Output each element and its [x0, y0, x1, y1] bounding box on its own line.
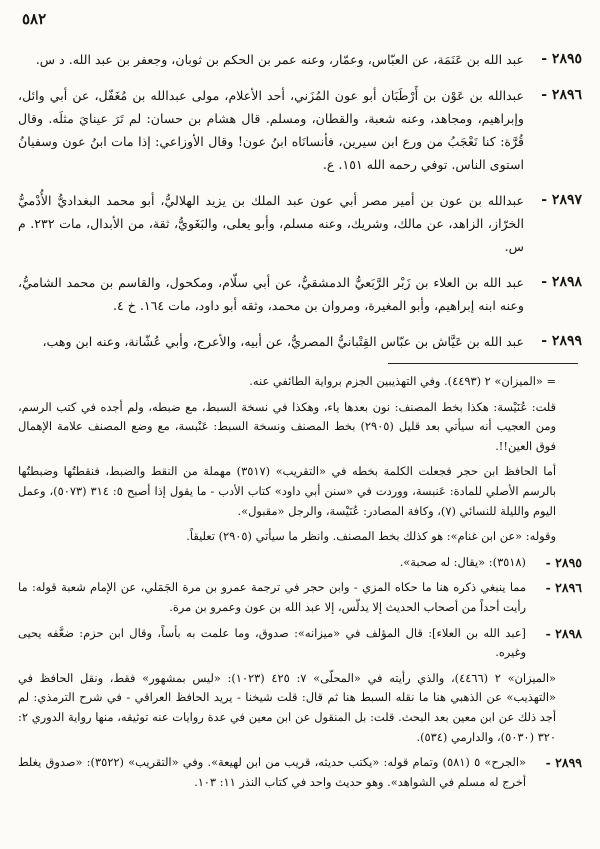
footnote-text: = «الميزان» ٢ (٤٤٩٣). وفي التهذيبين الجزم برواية الطائفي عنه.	[249, 374, 556, 388]
footnote	[18, 578, 582, 617]
footnote-divider	[388, 363, 578, 364]
entry-number: ٢٨٩٩ -	[541, 333, 582, 349]
footnote-text: وقوله: «عن ابن غنام»: هو كذلك بخط المصنف. وانظر ما سيأتي (٢٩٠٥) تعليقاً.	[186, 529, 556, 544]
main-entries	[18, 48, 582, 366]
footnote	[18, 753, 582, 792]
entry-number: ٢٨٩٧ -	[541, 192, 582, 208]
footnote	[18, 624, 582, 663]
entry	[18, 48, 582, 71]
entry-text: عبد الله بن عَنَمَة، عن العبّاس، وعمّار، وعنه عمر بن الحكم بن ثوبان، وجعفر بن عبد الله. د س.	[35, 52, 524, 67]
footnote-text: أما الحافظ ابن حجر فجعلت الكلمة بخطه في «التقريب» (٣٥١٧) مهملة من النقط والضبط، فنقطتُها وضبطتُها بالرسم الأصلي للمادة: عَنبسة، ووردت في «سنن أبي داود» كتاب الأدب - ما يقول إذا أصبح ٥: ٣١٤ (٥٠٧٣)، وعمل اليوم والليلة للنسائي (٧)، وكافة المصادر: عُنَيْسة، والرجل «مقبول».	[18, 464, 556, 518]
footnote-text: [عبد الله بن العلاء]: قال المؤلف في «ميزانه»: صدوق، وما علمت به بأساً، وقال ابن حزم: ضعَّفه يحيى وغيره.	[18, 625, 526, 660]
entry-text: عبدالله بن عون بن أمير مصر أبي عون عبد الملك بن يزيد الهلاليُّ، أبو محمد البغداديُّ الأُدْميُّ الخرّاز، الزاهد، عن مالك، وشريك، وعنه مسلم، وأبو يعلى، والبَغَويُّ، ثقة، من الأبدال، مات ٢٣٢. م س.	[18, 193, 524, 254]
footnote-text: «الميزان» ٢ (٤٤٦٦)، والذي رأيته في «المحلّى» ٧: ٤٢٥ (١٠٢٣): «ليس بمشهور» فقط، ونقل الحافظ في «التهذيب» عن الذهبي هنا ما نقله السبط هنا ثم قال: قلت شيخنا - يريد الحافظ العراقي - في شرح الترمذي: لم أجد ذلك عن ابن معين بعد البحث. قلت: بل المنقول عن ابن معين في عدة روايات عنه توثيقه، منها رواية الدوري ٢: ٣٢٠ (٥٠٣٠)، والدارمي (٥٣٤).	[18, 670, 556, 744]
footnote	[18, 398, 582, 457]
entry	[18, 189, 582, 258]
footnote-number: ٢٨٩٨ -	[545, 625, 582, 641]
footnote-text: «الجرح» ٥ (٥٨١) وتمام قوله: «يكتب حديثه، قريب من ابن لهيعة». وفي «التقريب» (٣٥٢٢): «صدوق يغلط أخرج له مسلم في الشواهد». وهو حديث واحد في كتاب النذر ١١: ١٠٣.	[18, 755, 526, 789]
footnote	[18, 669, 582, 747]
footnote	[18, 553, 582, 573]
entry	[18, 271, 582, 317]
entry-number: ٢٨٩٦ -	[541, 87, 582, 103]
page-number: ٥٨٢	[22, 10, 47, 28]
entry	[18, 330, 582, 353]
entry-number: ٢٨٩٨ -	[541, 274, 582, 290]
footnote	[18, 372, 582, 392]
footnotes	[18, 372, 582, 798]
entry-text: عبدالله بن عَوْن بن أَرْطَبَان أبو عون المُزَني، أحد الأعلام، مولى عبدالله بن مُغَفّل، عن أبي وائل، وإبراهيم، ومجاهد، وعنه شعبة، والقطان، ومسلم. قال هشام بن حسان: لم تَرَ عينايَ مثلَه. وقال قُرَّة: كنا نَعْجَبُ من ورع ابن سيرين، فأنسانَاه ابنُ عون! وقال الأوزاعي: إذا مات ابنُ عون وسفيانُ استوى الناس. توفي رحمه الله ١٥١. ع.	[18, 88, 524, 172]
entry-text: عبد الله بن عَيَّاش بن عبّاس القِتْبانيُّ المصريُّ، عن أبيه، والأعرج، وأبي عُشّانة، وعنه ابن وهب،	[42, 334, 524, 349]
footnote-number: ٢٨٩٥ -	[545, 554, 582, 570]
footnote	[18, 462, 582, 521]
footnote-text: (٣٥١٨): «يقال: له صحبة».	[399, 554, 526, 569]
footnote-text: مما ينبغي ذكره هنا ما حكاه المزي - وابن حجر في ترجمة عمرو بن مرة الجَمَلي، عن الإمام شعبة قوله: ما رأيت أحداً من أصحاب الحديث إلا يدلّس، إلا عبد الله بن عون وعمرو بن مرة.	[18, 580, 526, 614]
footnote-text: قلت: عُنَيْسة: هكذا بخط المصنف: نون بعدها ياء، وهكذا في نسخة السبط، مع ضبطه، ولم أجده في كتب الرسم، ومن العجيب أنه سيأتي بعد قليل (٢٩٠٥) بخط المصنف ونسخة السبط: عَنْبسة، مع وضع المصنف علامة الإهمال فوق العين!!.	[18, 399, 557, 453]
entry-number: ٢٨٩٥ -	[541, 51, 582, 67]
footnote	[18, 527, 582, 547]
entry	[18, 84, 582, 176]
entry-text: عبد الله بن العلاء بن زَبْر الرَّبَعيُّ الدمشقيُّ، عن أبي سلّام، ومكحول، والقاسم بن محمد الشاميُّ، وعنه ابنه إبراهيم، وأبو المغيرة، ومروان بن محمد، وثقه أبو داود، مات ١٦٤. خ ٤.	[18, 275, 524, 313]
footnote-number: ٢٨٩٩ -	[545, 755, 582, 771]
footnote-number: ٢٨٩٦ -	[545, 580, 582, 596]
